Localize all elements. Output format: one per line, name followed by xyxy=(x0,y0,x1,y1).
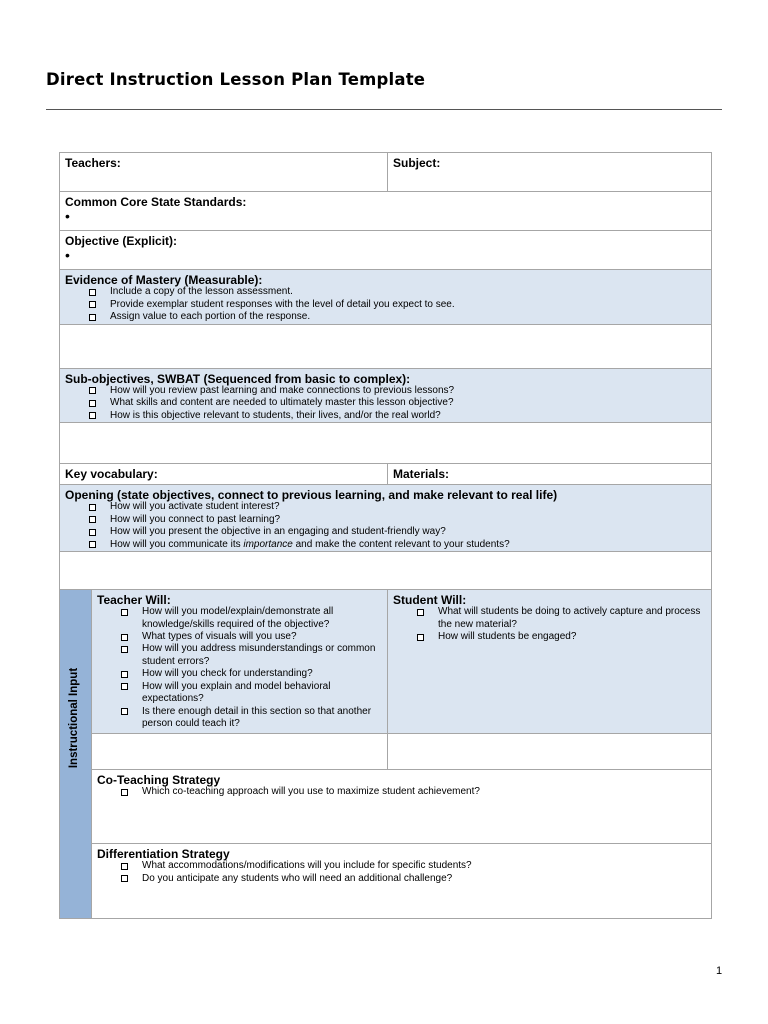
objective-bullet: • xyxy=(65,247,70,264)
checkbox-icon xyxy=(89,387,96,394)
list-item: How will you check for understanding? xyxy=(121,668,382,680)
materials-field[interactable] xyxy=(388,464,712,485)
list-item: Assign value to each portion of the response. xyxy=(89,311,706,323)
list-item: How will you connect to past learning? xyxy=(89,514,706,526)
opening-entry-row xyxy=(60,551,712,589)
subject-field[interactable] xyxy=(388,153,712,192)
checkbox-icon xyxy=(89,504,96,511)
list-item: How will you model/explain/demonstrate all knowledge/skills required of the objective? xyxy=(121,606,382,631)
list-item: How will you explain and model behavioral expectations? xyxy=(121,681,382,706)
checkbox-icon xyxy=(89,516,96,523)
checkbox-icon xyxy=(121,708,128,715)
evidence-row xyxy=(60,270,712,325)
evidence-label: Evidence of Mastery (Measurable): xyxy=(65,273,263,287)
list-item: How will you communicate its importance and make the content relevant to your students? xyxy=(89,539,706,551)
materials-label: Materials: xyxy=(393,467,450,482)
list-item: What types of visuals will you use? xyxy=(121,631,382,643)
differentiation-label: Differentiation Strategy xyxy=(97,846,230,861)
coteaching-label: Co-Teaching Strategy xyxy=(97,772,221,787)
vocabulary-field[interactable] xyxy=(60,464,388,485)
checkbox-icon xyxy=(89,529,96,536)
objective-row xyxy=(60,231,712,270)
coteaching-row xyxy=(60,769,712,843)
differentiation-cell[interactable] xyxy=(92,843,712,918)
list-item: Do you anticipate any students who will need an additional challenge? xyxy=(121,873,706,885)
student-will-cell xyxy=(388,589,712,733)
list-item: What will students be doing to actively capture and process the new material? xyxy=(417,606,706,631)
list-item: What skills and content are needed to ultimately master this lesson objective? xyxy=(89,397,706,409)
objective-label: Objective (Explicit): xyxy=(65,234,178,248)
objective-field[interactable] xyxy=(60,231,712,270)
checkbox-icon xyxy=(121,609,128,616)
list-item: How will students be engaged? xyxy=(417,631,706,643)
list-item: What accommodations/modifications will you include for specific students? xyxy=(121,860,706,872)
subobjectives-entry-field[interactable] xyxy=(60,423,712,464)
checkbox-icon xyxy=(89,400,96,407)
instructional-input-sidebar xyxy=(60,589,92,918)
teachers-label: Teachers: xyxy=(65,156,121,170)
evidence-header-cell xyxy=(60,270,712,325)
importance-emphasis: importance xyxy=(243,538,293,550)
coteaching-list xyxy=(97,786,706,798)
subobjectives-row xyxy=(60,368,712,423)
checkbox-icon xyxy=(417,634,424,641)
teachers-field[interactable] xyxy=(60,153,388,192)
opening-list xyxy=(65,501,706,551)
checkbox-icon xyxy=(89,289,96,296)
teacher-student-row xyxy=(60,589,712,733)
evidence-list xyxy=(65,286,706,323)
checkbox-icon xyxy=(121,683,128,690)
checkbox-icon xyxy=(89,301,96,308)
subject-label: Subject: xyxy=(393,156,441,170)
checkbox-icon xyxy=(121,646,128,653)
list-item: Is there enough detail in this section so that another person could teach it? xyxy=(121,706,382,731)
checkbox-icon xyxy=(121,671,128,678)
opening-row xyxy=(60,485,712,552)
teacher-will-list xyxy=(97,606,382,730)
checkbox-icon xyxy=(417,609,424,616)
student-will-label: Student Will: xyxy=(393,592,467,607)
checkbox-icon xyxy=(89,412,96,419)
teacher-student-entry-row xyxy=(60,733,712,769)
checkbox-icon xyxy=(121,789,128,796)
teachers-subject-row xyxy=(60,153,712,192)
list-item: How is this objective relevant to students, their lives, and/or the real world? xyxy=(89,410,706,422)
list-item: How will you activate student interest? xyxy=(89,501,706,513)
subobjectives-entry-row xyxy=(60,423,712,464)
differentiation-row xyxy=(60,843,712,918)
checkbox-icon xyxy=(121,863,128,870)
teacher-will-cell xyxy=(92,589,388,733)
list-item: How will you review past learning and make connections to previous lessons? xyxy=(89,385,706,397)
evidence-entry-row xyxy=(60,324,712,368)
lesson-plan-table xyxy=(59,152,712,919)
list-item: Provide exemplar student responses with the level of detail you expect to see. xyxy=(89,299,706,311)
evidence-entry-field[interactable] xyxy=(60,324,712,368)
teacher-will-entry-field[interactable] xyxy=(92,733,388,769)
subobjectives-list xyxy=(65,385,706,422)
title-divider xyxy=(46,109,722,110)
subobjectives-label: Sub-objectives, SWBAT (Sequenced from basic to complex): xyxy=(65,371,411,386)
standards-row xyxy=(60,192,712,231)
student-will-entry-field[interactable] xyxy=(388,733,712,769)
list-item: Include a copy of the lesson assessment. xyxy=(89,286,706,298)
list-item: Which co-teaching approach will you use to maximize student achievement? xyxy=(121,786,706,798)
teacher-will-label: Teacher Will: xyxy=(97,592,171,607)
vocabulary-materials-row xyxy=(60,464,712,485)
opening-header-cell xyxy=(60,485,712,552)
checkbox-icon xyxy=(89,314,96,321)
document-title: Direct Instruction Lesson Plan Template xyxy=(46,70,426,89)
standards-bullet: • xyxy=(65,208,70,225)
standards-label: Common Core State Standards: xyxy=(65,195,247,209)
list-item: How will you address misunderstandings or common student errors? xyxy=(121,643,382,668)
opening-label: Opening (state objectives, connect to previous learning, and make relevant to real life) xyxy=(65,488,558,503)
coteaching-cell[interactable] xyxy=(92,769,712,843)
vocabulary-label: Key vocabulary: xyxy=(65,467,158,482)
instructional-input-label: Instructional Input xyxy=(67,667,80,768)
checkbox-icon xyxy=(89,541,96,548)
standards-field[interactable] xyxy=(60,192,712,231)
checkbox-icon xyxy=(121,634,128,641)
opening-entry-field[interactable] xyxy=(60,551,712,589)
page-number: 1 xyxy=(716,965,723,977)
list-item: How will you present the objective in an engaging and student-friendly way? xyxy=(89,526,706,538)
subobjectives-header-cell xyxy=(60,368,712,423)
checkbox-icon xyxy=(121,875,128,882)
differentiation-list xyxy=(97,860,706,885)
student-will-list xyxy=(393,606,706,643)
